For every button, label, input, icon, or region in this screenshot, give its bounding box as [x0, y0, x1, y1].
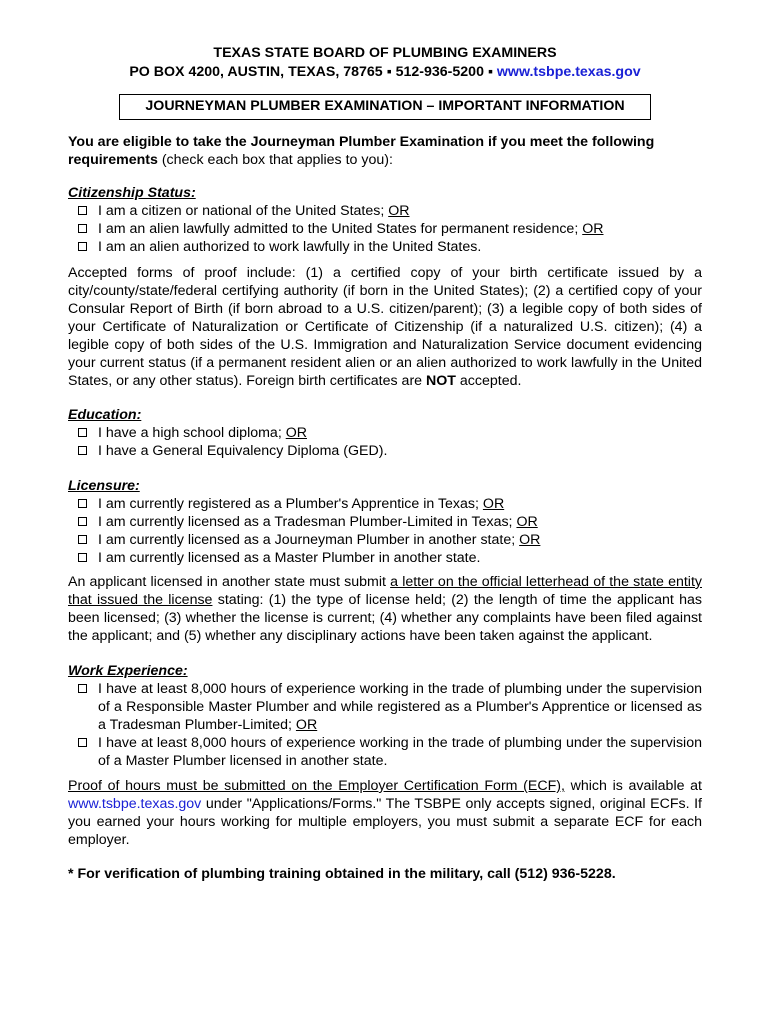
licensure-letter-paragraph: An applicant licensed in another state must submit a letter on the official letterhead of the state entity that issued the license stating: (1) the type of license held; (2) the length of time the applicant has been licensed; (3) whether the license is current; (4) whether any complaints have been filed against the applicant; and (5) whether any disciplinary actions have been taken against the applicant.: [68, 574, 703, 644]
licensure-option-tradesman: I am currently licensed as a Tradesman Plumber-Limited in Texas; OR: [68, 513, 702, 531]
licensure-option-apprentice: I am currently registered as a Plumber's Apprentice in Texas; OR: [68, 495, 702, 513]
agency-name: TEXAS STATE BOARD OF PLUMBING EXAMINERS: [213, 45, 557, 61]
work-experience-heading: Work Experience:: [68, 663, 188, 679]
education-option-ged: I have a General Equivalency Diploma (GED).: [68, 442, 702, 460]
intro-bold: You are eligible to take the Journeyman Plumber Examination if you meet the following requirements: [68, 134, 655, 168]
citizenship-heading: Citizenship Status:: [68, 185, 196, 201]
checkbox[interactable]: [78, 535, 87, 544]
intro-text: [68, 133, 702, 169]
checkbox[interactable]: [78, 553, 87, 562]
work-option-responsible-master: I have at least 8,000 hours of experience working in the trade of plumbing under the supervision of a Responsible Master Plumber and while registered as a Plumber's Apprentice or licensed as a Tradesman Plumber-Limited; OR: [68, 680, 702, 734]
licensure-option-journeyman-other-state: I am currently licensed as a Journeyman Plumber in another state; OR: [68, 531, 702, 549]
checkbox[interactable]: [78, 738, 87, 747]
checkbox[interactable]: [78, 206, 87, 215]
citizenship-option-authorized-alien: I am an alien authorized to work lawfully in the United States.: [68, 238, 702, 256]
checkbox[interactable]: [78, 242, 87, 251]
intro-rest: (check each box that applies to you):: [157, 152, 393, 168]
work-option-master-other-state: I have at least 8,000 hours of experience working in the trade of plumbing under the supervision of a Master Plumber licensed in another state.: [68, 734, 702, 770]
checkbox[interactable]: [78, 224, 87, 233]
education-option-diploma: I have a high school diploma; OR: [68, 424, 702, 442]
citizenship-option-permanent-resident: I am an alien lawfully admitted to the United States for permanent residence; OR: [68, 220, 702, 238]
ecf-website-link[interactable]: www.tsbpe.texas.gov: [68, 796, 202, 812]
page-title: JOURNEYMAN PLUMBER EXAMINATION – IMPORTANT INFORMATION: [119, 94, 651, 120]
checkbox[interactable]: [78, 684, 87, 693]
checkbox[interactable]: [78, 499, 87, 508]
ecf-paragraph: Proof of hours must be submitted on the Employer Certification Form (ECF), which is available at www.tsbpe.texas.gov under "Applications/Forms." The TSBPE only accepts signed, original ECFs. If you earned your hours working for multiple employers, you must submit a separate ECF for each employer.: [68, 778, 703, 848]
header-website-link[interactable]: www.tsbpe.texas.gov: [496, 64, 641, 80]
document-page: [68, 44, 702, 883]
checkbox[interactable]: [78, 517, 87, 526]
citizenship-proof-paragraph: Accepted forms of proof include: (1) a certified copy of your birth certificate issued by a city/county/state/federal certifying authority (if born in the United States); (2) a certified copy of your Consular Report of Birth (if born abroad to a U.S. citizen/parent); (3) a legible copy of both sides of your Certificate of Naturalization or Certificate of Citizenship (if a naturalized U.S. citizen); (4) a legible copy of both sides of the U.S. Immigration and Naturalization Service document evidencing your current status (if a permanent resident alien or an alien authorized to work lawfully in the United States, or any other status). Foreign birth certificates are NOT accepted.: [68, 265, 702, 389]
address-text: PO BOX 4200, AUSTIN, TEXAS, 78765 ▪ 512-936-5200 ▪: [129, 64, 497, 80]
agency-header: [68, 44, 702, 82]
agency-address: [68, 63, 702, 82]
military-note: * For verification of plumbing training obtained in the military, call (512) 936-5228.: [68, 866, 616, 882]
checkbox[interactable]: [78, 446, 87, 455]
licensure-heading: Licensure:: [68, 478, 140, 494]
checkbox[interactable]: [78, 428, 87, 437]
education-heading: Education:: [68, 407, 142, 423]
citizenship-option-citizen: I am a citizen or national of the United States; OR: [68, 202, 702, 220]
licensure-option-master-other-state: I am currently licensed as a Master Plumber in another state.: [68, 549, 702, 567]
